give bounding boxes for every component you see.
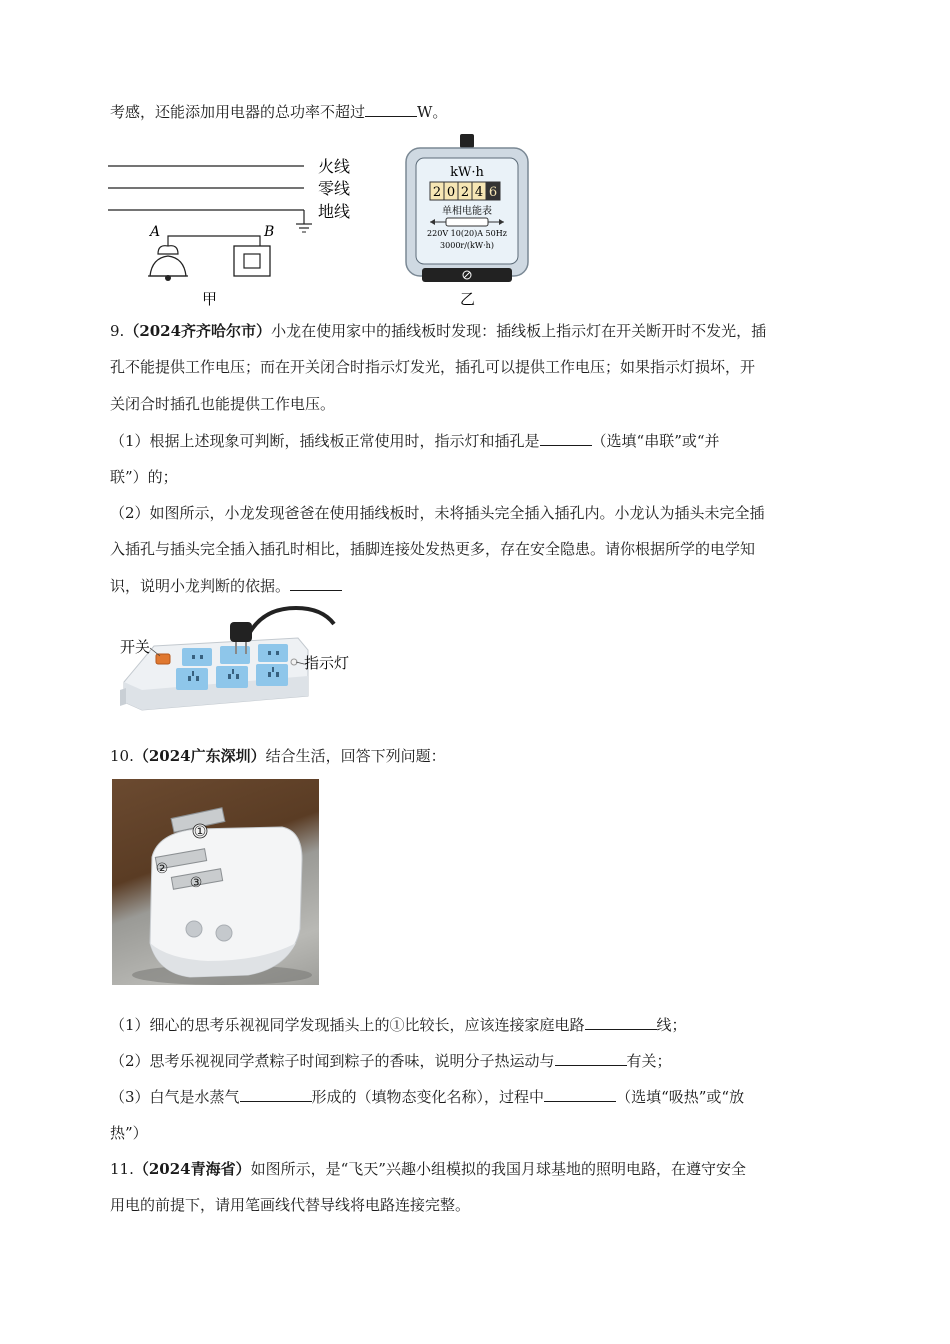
live-wire-label: 火线 — [318, 157, 351, 176]
neutral-wire-label: 零线 — [318, 179, 351, 198]
q9-part1-line2: 联”）的； — [110, 468, 178, 486]
power-strip-figure — [112, 606, 372, 722]
answer-blank — [365, 102, 417, 117]
q11-line-2: 用电的前提下，请用笔画线代替导线将电路连接完整。 — [110, 1196, 471, 1214]
intro-line — [110, 102, 850, 122]
q10-p3-a: （3）白气是水蒸气 — [110, 1088, 240, 1106]
plug-photo — [112, 779, 319, 985]
q10-p1-after: 线； — [656, 1016, 687, 1034]
meter-digit-4: 4 — [474, 185, 484, 200]
ground-wire-label: 地线 — [318, 202, 351, 221]
meter-unit: kW·h — [450, 165, 484, 180]
intro-unit: W。 — [417, 103, 448, 121]
meter-digits — [430, 182, 500, 200]
q9-part2-line1: （2）如图所示，小龙发现爸爸在使用插线板时，未将插头完全插入插孔内。小龙认为插头未完全插 — [110, 504, 765, 522]
q10-p2-after: 有关； — [626, 1052, 672, 1070]
q9-number: 9. — [110, 322, 125, 340]
q9-line-2: 孔不能提供工作电压；而在开关闭合时指示灯发光，插孔可以提供工作电压；如果指示灯损坏，开 — [110, 358, 756, 376]
label-b: B — [264, 224, 275, 240]
circuit-figure — [100, 128, 560, 310]
meter-digit-2: 0 — [446, 185, 456, 200]
pin-label-2: ② — [155, 861, 169, 877]
q10-p2-text: （2）思考乐视视同学煮粽子时闻到粽子的香味，说明分子热运动与 — [110, 1052, 555, 1070]
lamp-icon — [148, 246, 188, 281]
pin-label-3: ③ — [189, 875, 203, 891]
electricity-meter — [406, 134, 528, 282]
meter-digit-1: 2 — [432, 185, 442, 200]
caption-jia: 甲 — [202, 290, 218, 308]
q9-source: （2024齐齐哈尔市） — [124, 322, 272, 340]
socket-icon — [234, 246, 270, 276]
plug-photo-drawing — [112, 779, 319, 985]
q9-part1 — [110, 431, 850, 451]
q10-source: （2024广东深圳） — [133, 747, 266, 765]
meter-rev: 3000r/(kW·h) — [440, 241, 494, 250]
pin-label-1: ① — [193, 824, 207, 840]
q11-line-1 — [110, 1159, 850, 1179]
q10-number: 10. — [110, 747, 134, 765]
caption-yi: 乙 — [460, 290, 476, 308]
q10-part1 — [110, 1015, 850, 1035]
q11-number: 11. — [110, 1160, 134, 1178]
answer-blank — [555, 1051, 627, 1066]
q10-part3-line2: 热”） — [110, 1124, 148, 1142]
meter-digit-5: 6 — [488, 185, 498, 200]
label-indicator: 指示灯 — [304, 654, 350, 672]
answer-blank — [240, 1087, 312, 1102]
q9-line-1 — [110, 321, 850, 341]
q9-p1-text: （1）根据上述现象可判断，插线板正常使用时，指示灯和插孔是 — [110, 432, 540, 450]
intro-text: 考感，还能添加用电器的总功率不超过 — [110, 103, 366, 121]
answer-blank — [540, 431, 592, 446]
answer-blank — [544, 1087, 616, 1102]
q9-part2-line3 — [110, 576, 850, 596]
q11-source: （2024青海省） — [133, 1160, 251, 1178]
q10-p1-text: （1）细心的思考乐视视同学发现插头上的①比较长，应该连接家庭电路 — [110, 1016, 585, 1034]
meter-digit-3: 2 — [460, 185, 470, 200]
answer-blank — [585, 1015, 657, 1030]
meter-spec: 220V 10(20)A 50Hz — [427, 229, 507, 238]
q9-p2-text: 识，说明小龙判断的依据。 — [110, 577, 291, 595]
q10-p3-c: （选填“吸热”或“放 — [616, 1088, 745, 1106]
q9-line-3: 关闭合时插孔也能提供工作电压。 — [110, 395, 336, 413]
label-switch: 开关 — [120, 638, 151, 656]
answer-blank — [290, 576, 342, 591]
q10-part2 — [110, 1051, 850, 1071]
switch-button-icon — [156, 654, 170, 664]
q10-part3 — [110, 1087, 850, 1107]
q9-text-1: 小龙在使用家中的插线板时发现：插线板上指示灯在开关断开时不发光，插 — [271, 322, 767, 340]
q10-line-1 — [110, 746, 850, 766]
label-a: A — [150, 224, 161, 240]
meter-name: 单相电能表 — [442, 206, 492, 217]
q10-p3-b: 形成的（填物态变化名称），过程中 — [311, 1088, 545, 1106]
q9-p1-options: （选填“串联”或“并 — [591, 432, 720, 450]
q11-text-1: 如图所示，是“飞天”兴趣小组模拟的我国月球基地的照明电路，在遵守安全 — [250, 1160, 746, 1178]
q10-text: 结合生活，回答下列问题： — [265, 747, 446, 765]
q9-part2-line2: 入插孔与插头完全插入插孔时相比，插脚连接处发热更多，存在安全隐患。请你根据所学的电学知 — [110, 540, 756, 558]
